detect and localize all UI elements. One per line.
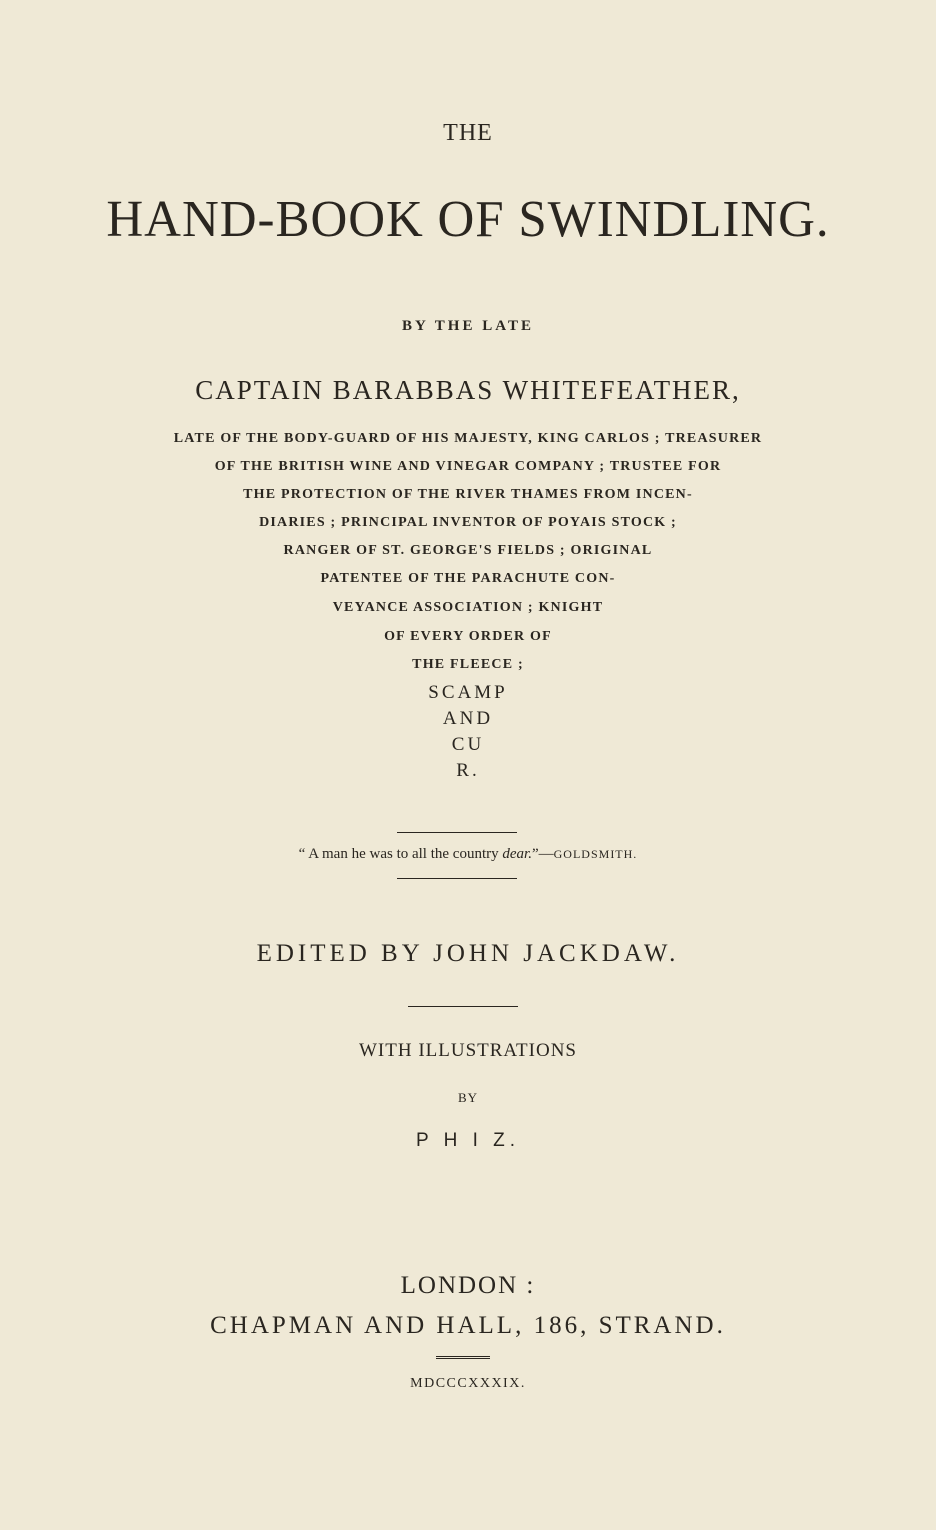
author-description-line: OF EVERY ORDER OF [384,629,552,644]
author-description-line: VEYANCE ASSOCIATION ; KNIGHT [332,600,604,615]
author-description-tail: AND [442,708,494,729]
epigraph [0,846,936,863]
author-description-tail: CU [451,734,485,755]
imprint-rule [436,1356,490,1359]
illustrator-name: P H I Z. [415,1130,521,1151]
author-description-tail: R. [456,760,480,781]
epigraph-rule-bottom [397,878,517,879]
publisher-line: CHAPMAN AND HALL, 186, STRAND. [210,1312,726,1339]
publication-city: LONDON : [400,1272,536,1299]
author-description-line: THE FLEECE ; [412,657,524,672]
author-description-line: DIARIES ; PRINCIPAL INVENTOR OF POYAIS STOCK ; [259,515,677,530]
author-description-tail: SCAMP [428,682,508,703]
epigraph-text: “ A man he was to all the country [298,846,503,862]
author-name: CAPTAIN BARABBAS WHITEFEATHER, [195,375,741,405]
publication-date: MDCCCXXXIX. [410,1376,526,1391]
epigraph-close: ”— [531,846,554,862]
illustrations-by: BY [457,1090,479,1105]
author-description-line: OF THE BRITISH WINE AND VINEGAR COMPANY ; TRUSTEE FOR [214,459,722,474]
epigraph-attribution: GOLDSMITH. [553,847,638,861]
author-description-line: THE PROTECTION OF THE RIVER THAMES FROM INCEN- [243,487,693,502]
by-the-late: BY THE LATE [402,318,534,334]
editor-rule [408,1006,518,1007]
with-illustrations: WITH ILLUSTRATIONS [358,1040,577,1061]
main-title: HAND-BOOK OF SWINDLING. [106,191,830,248]
author-description-line: LATE OF THE BODY-GUARD OF HIS MAJESTY, KING CARLOS ; TREASURER [173,431,763,446]
editor-line: EDITED BY JOHN JACKDAW. [256,940,680,967]
author-description-line: RANGER OF ST. GEORGE'S FIELDS ; ORIGINAL [283,543,653,558]
author-description-line: PATENTEE OF THE PARACHUTE CON- [320,571,616,586]
epigraph-rule-top [397,832,517,833]
title-article: THE [443,120,493,146]
epigraph-emphasis: dear. [502,846,532,862]
